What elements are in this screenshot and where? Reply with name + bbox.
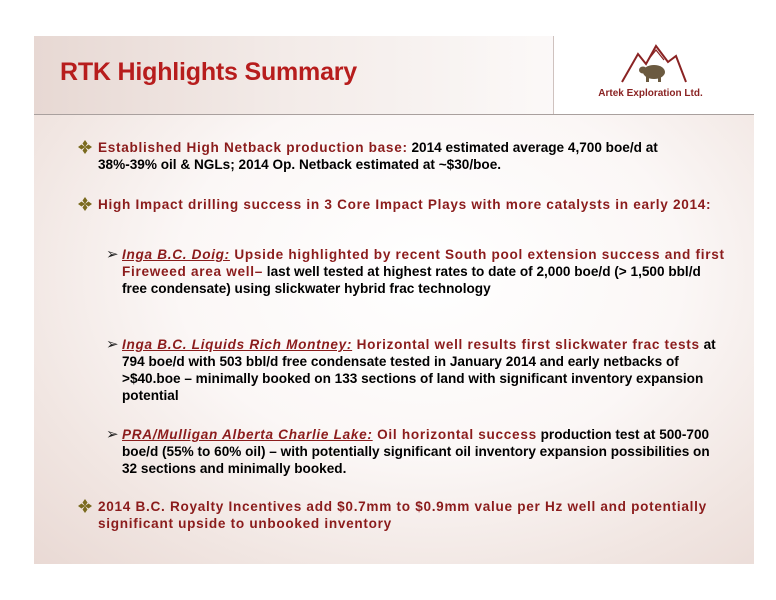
- bullet-netback: [78, 139, 718, 173]
- slide: [34, 36, 754, 564]
- bullet-lead: 2014 B.C. Royalty Incentives add $0.7mm to $0.9mm value per Hz well and potentially significant upside to unbooked inventory: [98, 499, 707, 531]
- play-body: last well tested at highest rates to date of 2,000 boe/d (> 1,500 bbl/d free condensate) using slickwater hybrid frac technology: [122, 264, 701, 296]
- play-name: PRA/Mulligan Alberta Charlie Lake:: [122, 427, 373, 442]
- diamond-cluster-icon: [78, 499, 92, 513]
- bullet-royalty-incentives: [78, 498, 718, 532]
- header-divider-vertical: [553, 36, 554, 114]
- company-logo-text: Artek Exploration Ltd.: [598, 88, 703, 99]
- arrow-right-icon: ➢: [106, 426, 119, 443]
- diamond-cluster-icon: [78, 197, 92, 211]
- bullet-drilling-success: [78, 196, 718, 213]
- play-name: Inga B.C. Liquids Rich Montney:: [122, 337, 353, 352]
- play-lead: Upside highlighted by recent South pool extension success and first Fireweed area well–: [122, 247, 725, 279]
- bullet-body: 2014 estimated average 4,700 boe/d at 38%-39% oil & NGLs; 2014 Op. Netback estimated at ~$30/boe.: [98, 140, 658, 172]
- diamond-cluster-icon: [78, 140, 92, 154]
- bullet-lead: Established High Netback production base:: [98, 140, 408, 155]
- arrow-right-icon: ➢: [106, 336, 119, 353]
- play-lead: Horizontal well results first slickwater frac tests: [352, 337, 700, 352]
- play-body: production test at 500-700 boe/d (55% to 60% oil) – with potentially significant oil inventory expansion possibilities on 32 sections and minimally booked.: [122, 427, 710, 476]
- play-lead: Oil horizontal success: [372, 427, 537, 442]
- sub-bullet-charlie-lake: [106, 426, 726, 477]
- header-divider-horizontal: [34, 114, 754, 115]
- page-title: RTK Highlights Summary: [60, 58, 358, 86]
- sub-bullet-inga-doig: [106, 246, 726, 297]
- mountain-bear-logo-icon: [618, 42, 688, 88]
- bullet-lead: High Impact drilling success in 3 Core Impact Plays with more catalysts in early 2014:: [98, 197, 712, 212]
- sub-bullet-inga-montney: [106, 336, 726, 404]
- play-name: Inga B.C. Doig:: [122, 247, 230, 262]
- arrow-right-icon: ➢: [106, 246, 119, 263]
- play-body: at 794 boe/d with 503 bbl/d free condensate tested in January 2014 and early netbacks of >$40.boe – minimally booked on 133 sections of land with significant inventory expansion potential: [122, 337, 716, 403]
